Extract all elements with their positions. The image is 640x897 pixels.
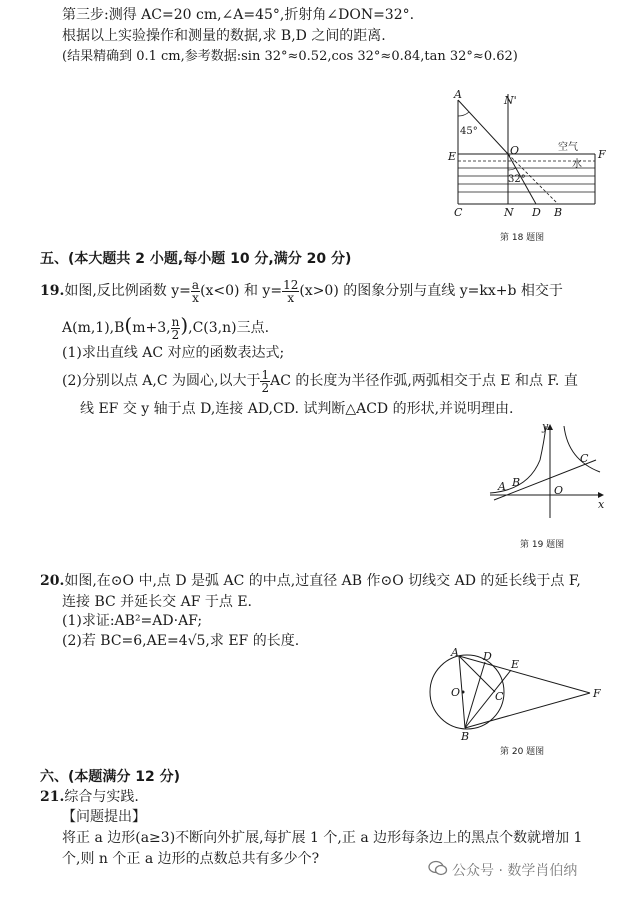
q20-part1: (1)求证:AB²=AD·AF; xyxy=(62,613,203,629)
q20-part2: (2)若 BC=6,AE=4√5,求 EF 的长度. xyxy=(62,633,300,649)
watermark-text: 公众号 · 数学肖伯纳 xyxy=(452,863,578,879)
left-paren: ( xyxy=(124,313,133,337)
q20-line1 xyxy=(40,572,581,590)
wechat-icon xyxy=(428,860,448,876)
q19-part2-line1 xyxy=(62,366,578,396)
linear-function xyxy=(494,460,596,500)
label-A: A xyxy=(498,480,506,493)
figure-19 xyxy=(488,420,608,520)
label-y: y xyxy=(542,420,549,433)
q19-line2 xyxy=(62,310,269,343)
q19-number: 19. xyxy=(40,283,65,299)
q19-p2b: AC 的长度为半径作弧,两弧相交于点 E 和点 F. 直 xyxy=(270,373,578,389)
q20-l1: 如图,在⊙O 中,点 D 是弧 AC 的中点,过直径 AB 作⊙O 切线交 AD 的延长线于点 F, xyxy=(64,573,581,589)
angle45-arc xyxy=(458,112,469,116)
q21-line1 xyxy=(40,788,139,806)
q21-line3: 将正 a 边形(a≥3)不断向外扩展,每扩展 1 个,正 a 边形每条边上的黑点个数就增加 1 xyxy=(62,830,583,846)
q19-frac-12-over-x: $\frac{12}{x}$ xyxy=(283,277,299,305)
label-B: B xyxy=(554,206,563,219)
center-dot xyxy=(462,691,465,694)
q19-l2a: A(m,1),B xyxy=(62,320,125,336)
segment-AF xyxy=(459,656,590,693)
q20-number: 20. xyxy=(40,573,65,589)
label-A: A xyxy=(454,88,462,101)
figure-20 xyxy=(425,648,615,748)
label-angle32: 32° xyxy=(508,174,526,185)
q19-frac-n-over-2: $\frac{n}{2}$ xyxy=(171,314,180,342)
q21-line4: 个,则 n 个正 a 边形的点数总共有多少个? xyxy=(62,851,320,867)
label-C: C xyxy=(495,690,504,703)
label-O: O xyxy=(510,144,520,157)
circle-O xyxy=(430,655,504,729)
figure-18 xyxy=(440,86,610,236)
step3-line1: 第三步:测得 AC=20 cm,∠A=45°,折射角∠DON=32°. xyxy=(62,7,415,23)
label-E: E xyxy=(511,658,520,671)
label-A: A xyxy=(451,646,459,659)
q19-l2c: ,C(3,n)三点. xyxy=(188,320,270,336)
q19-p2a: (2)分别以点 A,C 为圆心,以大于 xyxy=(62,373,261,389)
fig19-caption: 第 19 题图 xyxy=(520,540,565,550)
label-C: C xyxy=(580,452,589,465)
q19-l1b: (x<0) 和 y= xyxy=(200,283,283,299)
label-air: 空气 xyxy=(558,142,578,153)
q21-line2: 【问题提出】 xyxy=(62,809,146,825)
q19-l1a: 如图,反比例函数 y= xyxy=(64,283,191,299)
label-B: B xyxy=(512,476,521,489)
q19-l2b: m+3, xyxy=(132,320,171,336)
label-E: E xyxy=(448,150,457,163)
label-O: O xyxy=(554,484,564,497)
q19-frac-1-over-2: $\frac{1}{2}$ xyxy=(261,367,270,395)
q20-line2: 连接 BC 并延长交 AF 于点 E. xyxy=(62,594,253,610)
fig18-caption: 第 18 题图 xyxy=(500,233,545,243)
label-D: D xyxy=(483,650,492,663)
label-N-prime: N' xyxy=(504,94,517,107)
label-N: N xyxy=(504,206,514,219)
tangent-BF xyxy=(465,693,590,728)
fig20-caption: 第 20 题图 xyxy=(500,747,545,757)
section5-title: 五、(本大题共 2 小题,每小题 10 分,满分 20 分) xyxy=(40,251,352,267)
label-x: x xyxy=(598,498,605,511)
segment-BE xyxy=(465,670,511,728)
label-angle45: 45° xyxy=(460,126,478,137)
q19-part2-line2: 线 EF 交 y 轴于点 D,连接 AD,CD. 试判断△ACD 的形状,并说明理由. xyxy=(80,401,514,417)
label-D: D xyxy=(532,206,541,219)
step3-line3: (结果精确到 0.1 cm,参考数据:sin 32°≈0.52,cos 32°≈0.84,tan 32°≈0.62) xyxy=(62,49,518,64)
section6-title: 六、(本题满分 12 分) xyxy=(40,769,181,785)
q19-l1c: (x>0) 的图象分别与直线 y=kx+b 相交于 xyxy=(299,283,563,299)
q21-l1: 综合与实践. xyxy=(64,789,139,805)
step3-line2: 根据以上实验操作和测量的数据,求 B,D 之间的距离. xyxy=(62,28,386,44)
right-paren: ) xyxy=(180,313,189,337)
label-F: F xyxy=(598,148,606,161)
q21-number: 21. xyxy=(40,789,65,805)
label-C: C xyxy=(454,206,463,219)
label-F: F xyxy=(593,687,601,700)
q19-part1: (1)求出直线 AC 对应的函数表达式; xyxy=(62,345,285,361)
label-B: B xyxy=(461,730,470,743)
q19-line1 xyxy=(40,276,563,306)
q19-frac-a-over-x: $\frac{a}{x}$ xyxy=(191,277,200,305)
label-O: O xyxy=(451,686,461,699)
label-water: 水 xyxy=(572,159,582,170)
